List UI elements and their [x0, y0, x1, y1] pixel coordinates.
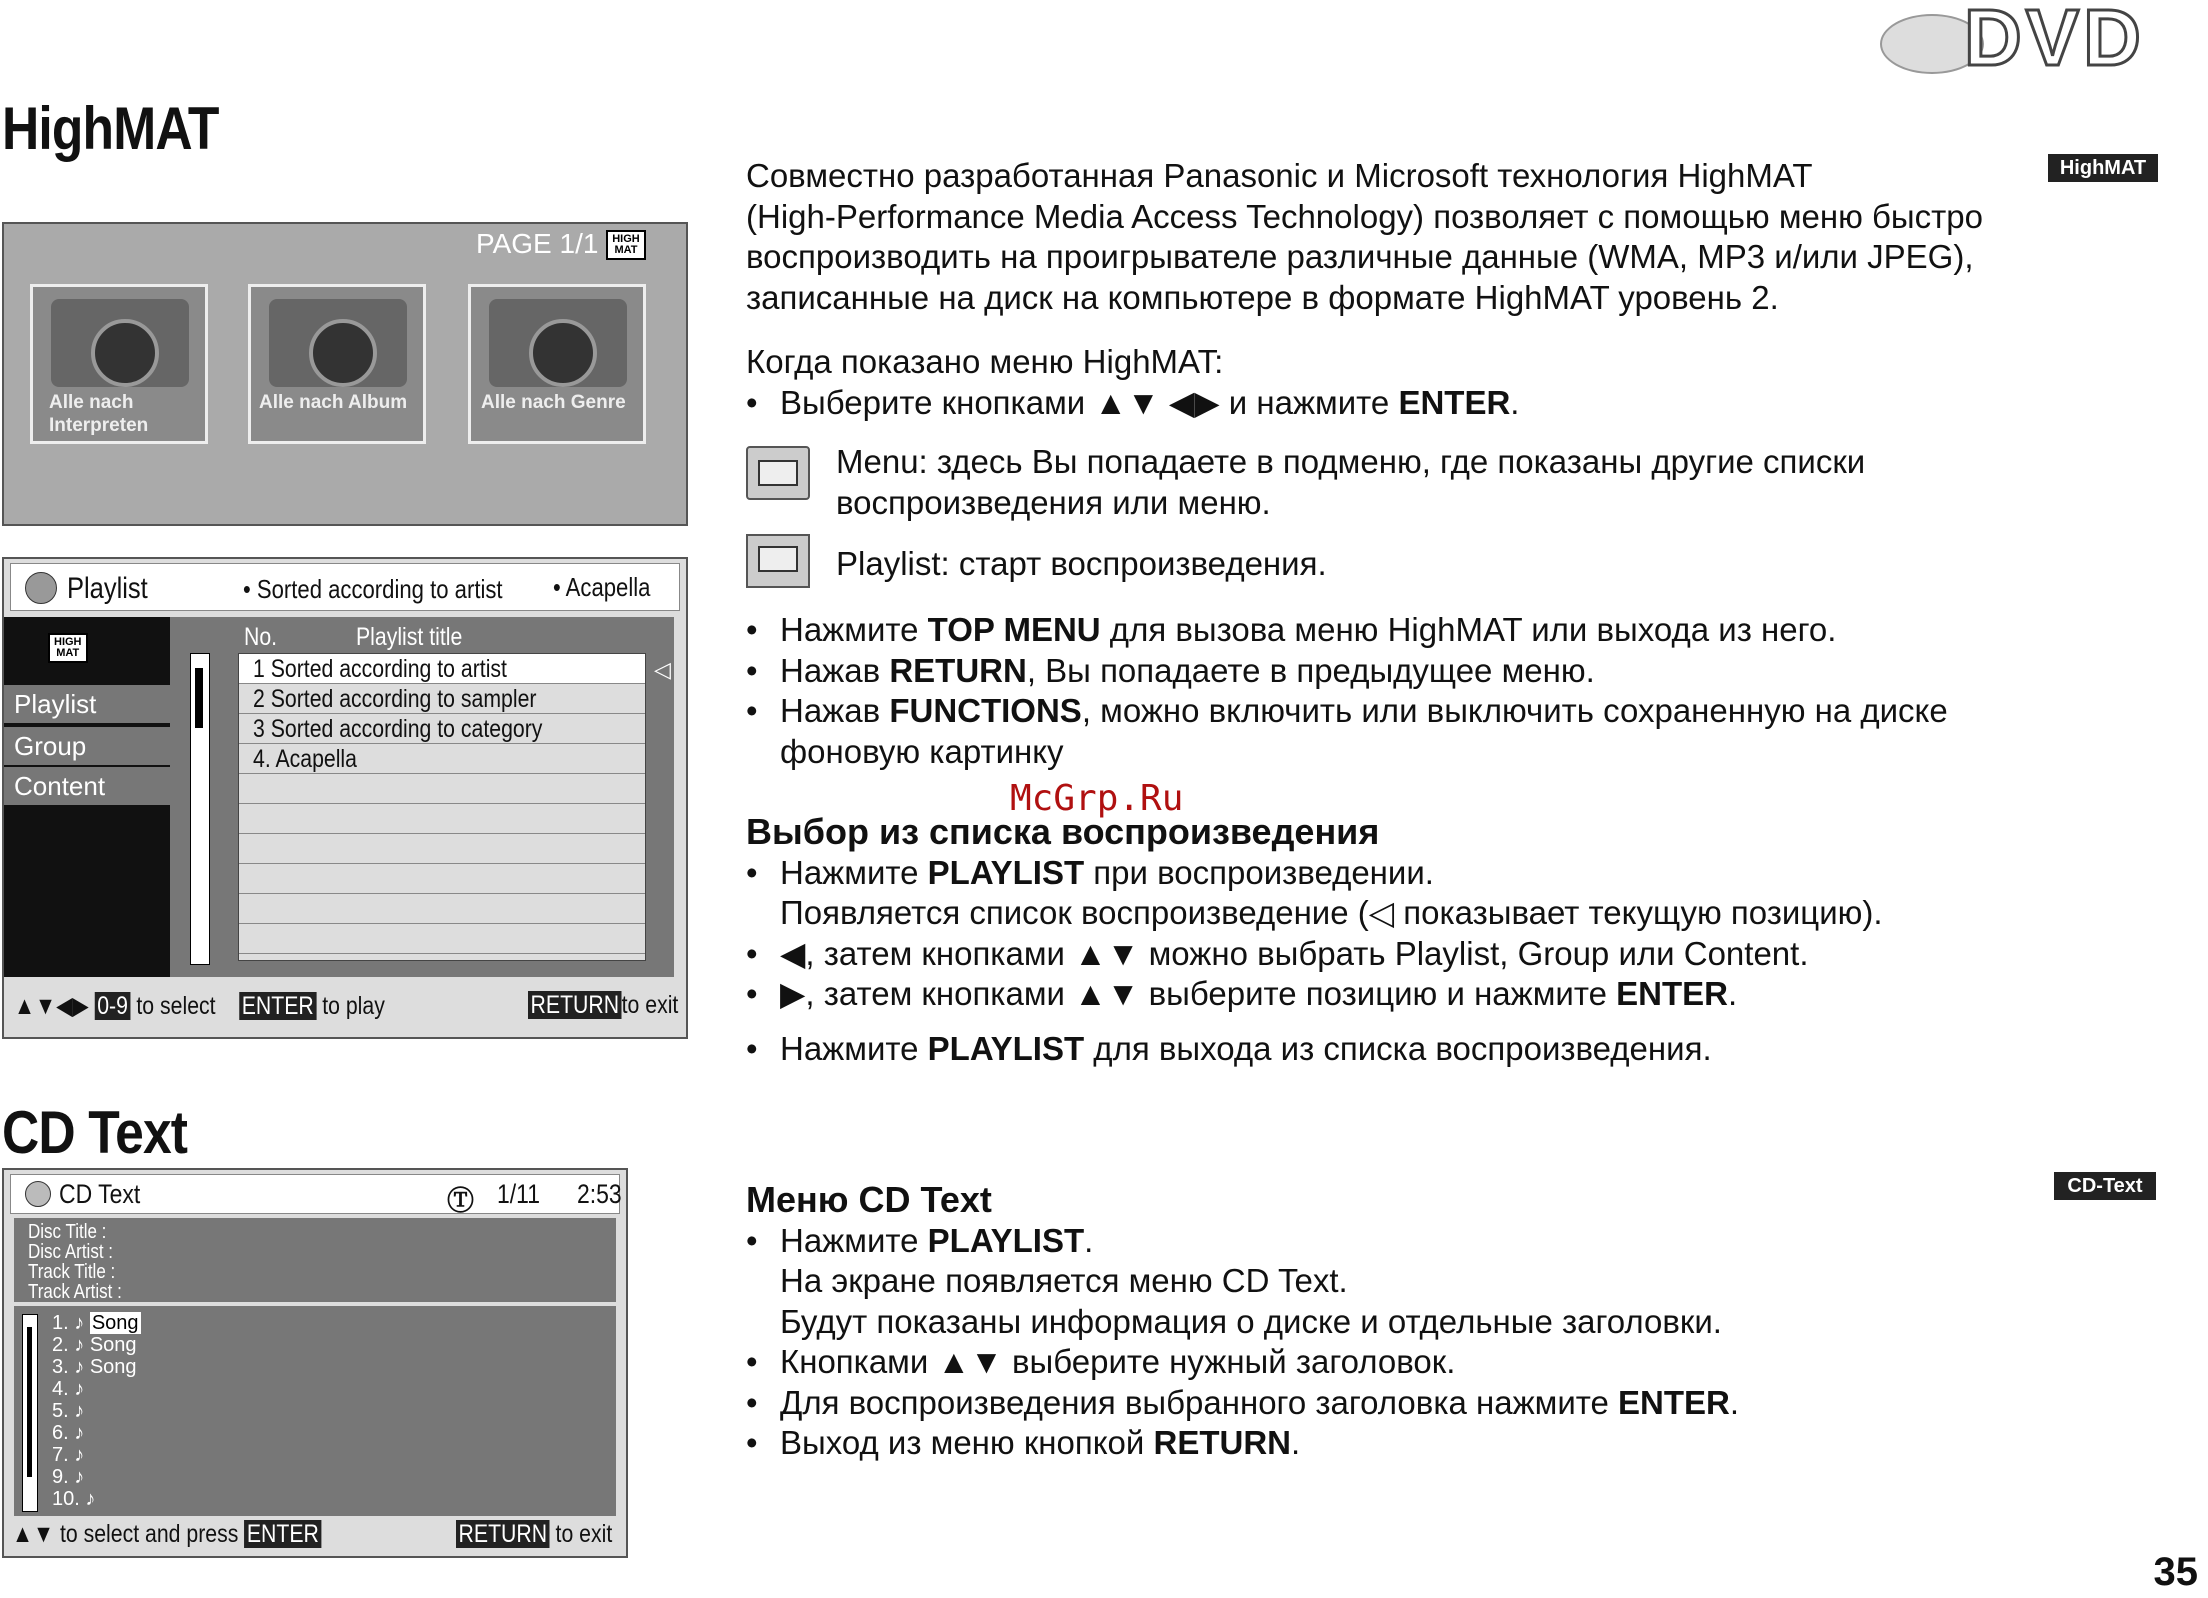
col-title: Playlist title [356, 623, 463, 651]
time-display: 2:53 [577, 1179, 622, 1209]
menu-content[interactable]: Content [4, 767, 170, 805]
list-item[interactable]: 5. ♪ [52, 1400, 85, 1422]
tile-album[interactable] [248, 284, 426, 444]
playlist-body [4, 617, 674, 977]
cdtext-screen [2, 1168, 628, 1558]
highmat-bullets: • Нажмите TOP MENU для вызова меню HighMAT или выхода из него. • Нажав RETURN, Вы попадаете в предыдущее меню. • Нажав FUNCTIONS, можно включить или выключить сохраненную на диске фоновую картинку [746, 610, 1948, 772]
table-row[interactable] [239, 804, 645, 834]
cdtext-title: CD Text [59, 1179, 141, 1209]
list-item[interactable]: 4. ♪ [52, 1378, 85, 1400]
tile-label: Alle nach Album [259, 392, 408, 413]
tile-genre[interactable] [468, 284, 646, 444]
playlist-section: Выбор из списка воспроизведения • Нажмите PLAYLIST при воспроизведении. Появляется список воспроизведение (◁ показывает текущую позицию). • ◀, затем кнопками ▲▼ можно выбрать Playlist, Group или Content. • ▶, затем кнопками ▲▼ выберите позицию и нажмите ENTER. • Нажмите PLAYLIST для выхода из списка воспроизведения. [746, 812, 1883, 1069]
highmat-howto: Когда показано меню HighMAT: • Выберите кнопками ▲▼ ◀▶ и нажмите ENTER. [746, 342, 1519, 423]
menu-group[interactable]: Group [4, 727, 170, 765]
menu-playlist[interactable]: Playlist [4, 685, 170, 723]
table-row[interactable]: 1 Sorted according to artist [239, 654, 645, 684]
cdtext-heading: CD Text [2, 1099, 188, 1166]
track-counter: 1/11 [497, 1179, 540, 1209]
disc-icon [25, 1181, 51, 1207]
disc-info: Disc Title : Disc Artist : Track Title : Track Artist : [14, 1218, 616, 1302]
dvd-logo [1880, 0, 2145, 84]
tile-label: Alle nach Interpreten [49, 392, 149, 436]
track-numbers [52, 1312, 141, 1510]
tile-interpreten[interactable] [30, 284, 208, 444]
album-art-icon [269, 299, 407, 387]
list-item[interactable]: 10. ♪ [52, 1488, 96, 1510]
list-item[interactable]: 7. ♪ [52, 1444, 85, 1466]
menu-icon-text: Menu: здесь Вы попадаете в подменю, где показаны другие списки воспроизведения или меню. [836, 443, 1866, 521]
list-item[interactable]: 3. ♪ Song [52, 1356, 137, 1378]
watermark: McGrp.Ru [1010, 778, 1184, 819]
list-item[interactable]: 1. ♪ Song [52, 1312, 139, 1334]
highmat-logo: HIGH MAT [48, 633, 88, 663]
page-number: 35 [2153, 1550, 2198, 1594]
cdtext-footer: ▲▼ to select and press ENTER RETURN to exit [12, 1520, 613, 1548]
section-heading: Выбор из списка воспроизведения [746, 811, 1380, 852]
album-art-icon [489, 299, 627, 387]
playlist-title: Playlist [67, 572, 148, 605]
highmat-intro: Совместно разработанная Panasonic и Microsoft технология HighMAT (High-Performance Media Access Technology) позволяет с помощью меню быстро воспроизводить на проигрывателе различные данные (WMA, MP3 и/или JPEG), записанные на диск на компьютере в формате HighMAT уровень 2. [746, 157, 1983, 316]
table-row[interactable]: 3 Sorted according to category [239, 714, 645, 744]
playlist-screen [2, 557, 688, 1039]
page-indicator: PAGE 1/1 HIGH MAT [476, 228, 646, 260]
col-no: No. [244, 623, 278, 651]
playlist-footer: ▲▼◀▶ 0-9 to select ENTER to play RETURN to exit [14, 991, 679, 1020]
list-item[interactable]: 9. ♪ [52, 1466, 85, 1488]
table-row[interactable] [239, 924, 645, 954]
list-item[interactable]: 2. ♪ Song [52, 1334, 137, 1356]
playlist-rows [238, 653, 646, 961]
menu-folder-icon [746, 446, 810, 500]
disc-icon [25, 572, 57, 604]
highmat-logo: HIGH MAT [606, 230, 646, 260]
cdtext-header [10, 1174, 620, 1214]
section-heading: Меню CD Text [746, 1179, 992, 1220]
playlist-icon [746, 534, 810, 588]
table-row[interactable] [239, 864, 645, 894]
dvd-logo-text: DVD [1964, 0, 2145, 82]
info-sorted: • Sorted according to artist [243, 574, 503, 604]
album-art-icon [51, 299, 189, 387]
scrollbar[interactable] [190, 653, 210, 965]
playlist-icon-text: Playlist: старт воспроизведения. [836, 545, 1327, 582]
cdtext-section: Меню CD Text • Нажмите PLAYLIST. На экране появляется меню CD Text. Будут показаны информация о диске и отдельные заголовки. • Кнопками ▲▼ выберите нужный заголовок. • Для воспроизведения выбранного заголовка нажмите ENTER. • Выход из меню кнопкой RETURN. [746, 1180, 1739, 1464]
track-list [14, 1306, 616, 1516]
list-panel [170, 617, 674, 977]
table-row[interactable] [239, 834, 645, 864]
scrollbar[interactable] [22, 1314, 38, 1512]
track-icon: Ⓣ [447, 1186, 474, 1216]
highmat-tag: HighMAT [2048, 154, 2158, 182]
tile-label: Alle nach Genre [481, 392, 626, 413]
table-row[interactable] [239, 774, 645, 804]
table-row[interactable] [239, 894, 645, 924]
info-acapella: • Acapella [553, 572, 651, 602]
current-position-icon: ◁ [654, 657, 671, 682]
highmat-heading: HighMAT [2, 95, 219, 162]
cdtext-tag: CD-Text [2054, 1172, 2156, 1200]
table-row[interactable]: 4. Acapella [239, 744, 645, 774]
highmat-menu-screen [2, 222, 688, 526]
list-item[interactable]: 6. ♪ [52, 1422, 85, 1444]
scroll-thumb[interactable] [195, 668, 203, 728]
table-row[interactable]: 2 Sorted according to sampler [239, 684, 645, 714]
playlist-header [10, 563, 680, 611]
